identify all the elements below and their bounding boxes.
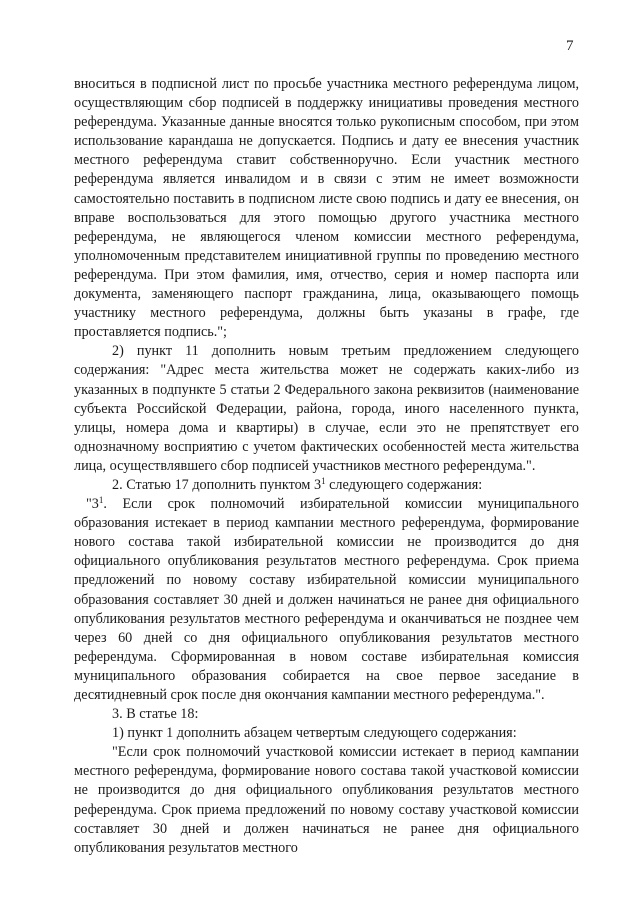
paragraph-continuation: вноситься в подписной лист по просьбе участника местного референдума лицом, осуществляющим сбор подписей в поддержку инициативы проведения местного референдума. Указанные данные вносятся только рукописным способом, при этом использование карандаша не допускается. Подпись и дату ее внесения участник местного референдума ставит собственноручно. Если участник местного референдума является инвалидом и в связи с этим не имеет возможности самостоятельно поставить в подписном листе свою подпись и дату ее внесения, он вправе воспользоваться для этого помощью другого участника местного референдума, не являющегося членом комиссии местного референдума, уполномоченным представителем инициативной группы по проведению местного референдума. При этом фамилия, имя, отчество, серия и номер паспорта или документа, заменяющего паспорт гражданина, лица, оказывающего помощь участнику местного референдума, должны быть указаны в графе, где проставляется подпись."; <box>74 76 579 341</box>
paragraph-point-3-1 <box>74 495 579 705</box>
paragraph-item-1: 1) пункт 1 дополнить абзацем четвертым следующего содержания: <box>112 725 517 742</box>
paragraph-text: "3 <box>86 496 99 513</box>
document-body <box>74 75 579 858</box>
paragraph-article-18: 3. В статье 18: <box>112 706 199 723</box>
paragraph-quote: "Если срок полномочий участковой комиссии истекает в период кампании местного референдума, формирование нового состава такой участковой комиссии не производится до дня официального опубликования результатов местного референдума. Срок приема предложений по новому составу участковой комиссии составляет 30 дней и должен начинаться не ранее дня официального опубликования результатов местного <box>74 744 579 856</box>
paragraph-text: следующего содержания: <box>325 476 483 493</box>
paragraph-text: 2. Статью 17 дополнить пунктом 3 <box>112 476 322 493</box>
paragraph-article-17 <box>74 476 579 495</box>
page-number: 7 <box>566 38 574 54</box>
superscript: 1 <box>321 475 326 486</box>
superscript: 1 <box>98 495 104 506</box>
paragraph-item-2: 2) пункт 11 дополнить новым третьим предложением следующего содержания: "Адрес места жительства может не содержать каких-либо из указанных в подпункте 5 статьи 2 Федерального закона реквизитов (наименование субъекта Российской Федерации, района, города, иного населенного пункта, улицы, номера дома и квартиры) в случае, если это не препятствует его однозначному восприятию с учетом фактических особенностей места жительства лица, осуществлявшего сбор подписей участников местного референдума.". <box>74 343 579 474</box>
paragraph-text: . Если срок полномочий избирательной комиссии муниципального образования истекает в период кампании местного референдума, формирование нового состава такой избирательной комиссии не производится до дня официального опубликования результатов местного референдума. Срок приема предложений по новому составу избирательной комиссии муниципального образования составляет 30 дней и должен начинаться не ранее дня официального опубликования результатов местного референдума и оканчиваться не позднее чем через 60 дней со дня официального опубликования результатов местного референдума. Сформированная в новом составе избирательная комиссия муниципального образования собирается на свое первое заседание в десятидневный срок после дня окончания кампании местного референдума.". <box>74 496 579 703</box>
